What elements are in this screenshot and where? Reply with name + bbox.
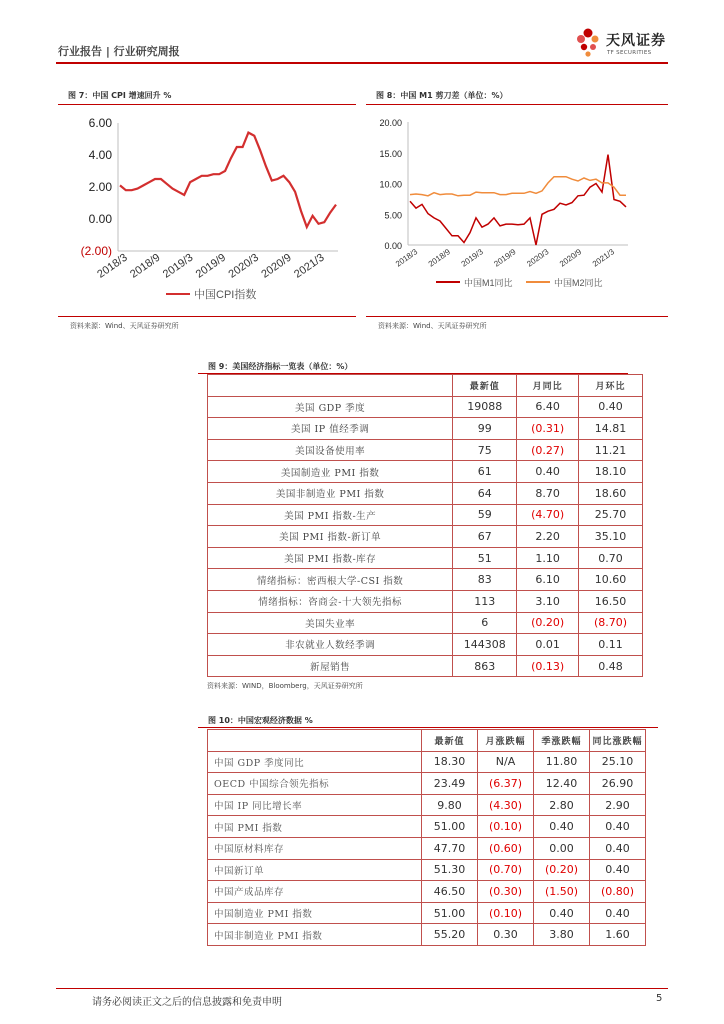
- flower-icon: [577, 29, 599, 57]
- value-cell: 83: [453, 569, 517, 591]
- column-header: 最新值: [422, 730, 478, 752]
- header-divider: [56, 62, 668, 64]
- table-row: [208, 837, 646, 859]
- table-row: [208, 590, 643, 612]
- value-cell: 18.60: [579, 482, 643, 504]
- value-cell: (0.30): [478, 881, 534, 903]
- fig7-source: 资料来源：Wind、天风证券研究所: [70, 322, 179, 330]
- column-header: 月环比: [579, 375, 643, 397]
- value-cell: 144308: [453, 634, 517, 656]
- value-cell: 46.50: [422, 881, 478, 903]
- value-cell: 0.40: [517, 461, 579, 483]
- x-tick-label: 2019/3: [459, 247, 485, 269]
- row-label: 美国 PMI 指数-库存: [208, 547, 453, 569]
- x-tick-label: 2021/3: [590, 247, 617, 269]
- table9-title: 图 9：美国经济指标一览表（单位：%）: [208, 362, 353, 371]
- value-cell: 23.49: [422, 773, 478, 795]
- column-header: 季涨跌幅: [534, 730, 590, 752]
- table-row: [208, 504, 643, 526]
- table-row: [208, 569, 643, 591]
- value-cell: 3.10: [517, 590, 579, 612]
- row-label: 中国产成品库存: [208, 881, 422, 903]
- value-cell: (4.30): [478, 794, 534, 816]
- value-cell: 25.10: [590, 751, 646, 773]
- value-cell: 18.30: [422, 751, 478, 773]
- table10-title-rule: [198, 727, 658, 728]
- column-header: [208, 730, 422, 752]
- legend-label: 中国CPI指数: [194, 289, 257, 301]
- table-row: [208, 773, 646, 795]
- value-cell: 51.00: [422, 902, 478, 924]
- value-cell: 0.00: [534, 837, 590, 859]
- y-tick-label: 4.00: [88, 148, 112, 162]
- table-header-row: [208, 730, 646, 752]
- value-cell: (8.70): [579, 612, 643, 634]
- m1-scissors-chart: [366, 108, 668, 308]
- fig8-title-rule: [366, 104, 668, 105]
- value-cell: 0.40: [590, 859, 646, 881]
- x-tick-label: 2019/9: [492, 247, 518, 269]
- fig8-bottom-rule: [366, 316, 668, 317]
- x-tick-label: 2020/3: [525, 247, 551, 269]
- value-cell: 863: [453, 655, 517, 677]
- row-label: 美国 GDP 季度: [208, 396, 453, 418]
- value-cell: 51.00: [422, 816, 478, 838]
- row-label: 美国 PMI 指数-生产: [208, 504, 453, 526]
- value-cell: 0.11: [579, 634, 643, 656]
- series-line-0: [120, 133, 336, 227]
- table-row: [208, 924, 646, 946]
- row-label: 美国 PMI 指数-新订单: [208, 526, 453, 548]
- legend-label: 中国M2同比: [554, 278, 603, 288]
- value-cell: (0.10): [478, 816, 534, 838]
- x-tick-label: 2018/3: [393, 247, 420, 269]
- value-cell: 3.80: [534, 924, 590, 946]
- y-tick-label: 10.00: [379, 179, 402, 190]
- table-row: [208, 526, 643, 548]
- value-cell: 8.70: [517, 482, 579, 504]
- value-cell: 25.70: [579, 504, 643, 526]
- value-cell: 2.20: [517, 526, 579, 548]
- table-row: [208, 396, 643, 418]
- row-label: 新屋销售: [208, 655, 453, 677]
- value-cell: 51: [453, 547, 517, 569]
- x-tick-label: 2018/9: [128, 251, 163, 281]
- row-label: 非农就业人数经季调: [208, 634, 453, 656]
- report-category: 行业报告 | 行业研究周报: [58, 45, 180, 58]
- value-cell: 1.60: [590, 924, 646, 946]
- row-label: 美国失业率: [208, 612, 453, 634]
- table-row: [208, 547, 643, 569]
- value-cell: 18.10: [579, 461, 643, 483]
- value-cell: 2.90: [590, 794, 646, 816]
- value-cell: 0.40: [590, 837, 646, 859]
- brand-name-en: TF SECURITIES: [607, 50, 652, 56]
- table-row: [208, 859, 646, 881]
- footer-divider: [56, 988, 668, 989]
- value-cell: 1.10: [517, 547, 579, 569]
- column-header: 月同比: [517, 375, 579, 397]
- value-cell: 10.60: [579, 569, 643, 591]
- value-cell: 47.70: [422, 837, 478, 859]
- value-cell: 2.80: [534, 794, 590, 816]
- y-tick-label: 20.00: [379, 118, 402, 128]
- value-cell: 11.21: [579, 439, 643, 461]
- legend-label: 中国M1同比: [464, 278, 513, 288]
- value-cell: 12.40: [534, 773, 590, 795]
- value-cell: (0.80): [590, 881, 646, 903]
- table-header-row: [208, 375, 643, 397]
- x-tick-label: 2019/3: [160, 251, 196, 281]
- row-label: 中国制造业 PMI 指数: [208, 902, 422, 924]
- fig7-bottom-rule: [58, 316, 356, 317]
- table-row: [208, 461, 643, 483]
- value-cell: 6.40: [517, 396, 579, 418]
- column-header: 月涨跌幅: [478, 730, 534, 752]
- value-cell: 51.30: [422, 859, 478, 881]
- table9-source: 资料来源：WIND，Bloomberg，天风证券研究所: [207, 682, 363, 690]
- fig8-title: 图 8：中国 M1 剪刀差（单位：%）: [376, 91, 508, 100]
- value-cell: 0.70: [579, 547, 643, 569]
- table-row: [208, 612, 643, 634]
- value-cell: 14.81: [579, 418, 643, 440]
- value-cell: 0.30: [478, 924, 534, 946]
- table-row: [208, 418, 643, 440]
- column-header: 最新值: [453, 375, 517, 397]
- value-cell: 0.01: [517, 634, 579, 656]
- table-row: [208, 655, 643, 677]
- series-line-0: [410, 155, 626, 245]
- y-tick-label: 15.00: [379, 148, 402, 159]
- value-cell: (0.20): [517, 612, 579, 634]
- value-cell: N/A: [478, 751, 534, 773]
- row-label: 美国 IP 值经季调: [208, 418, 453, 440]
- page-number: 5: [656, 993, 663, 1004]
- x-tick-label: 2020/9: [558, 247, 584, 269]
- value-cell: 113: [453, 590, 517, 612]
- row-label: OECD 中国综合领先指标: [208, 773, 422, 795]
- x-tick-label: 2020/9: [259, 251, 294, 281]
- value-cell: 9.80: [422, 794, 478, 816]
- table-row: [208, 794, 646, 816]
- row-label: 中国非制造业 PMI 指数: [208, 924, 422, 946]
- brand-name: 天风证券: [606, 33, 666, 49]
- cpi-line-chart: [58, 108, 356, 308]
- value-cell: (0.31): [517, 418, 579, 440]
- row-label: 情绪指标：密西根大学-CSI 指数: [208, 569, 453, 591]
- value-cell: 75: [453, 439, 517, 461]
- us-economy-table: [207, 374, 643, 677]
- table-row: [208, 482, 643, 504]
- y-tick-label: 6.00: [88, 116, 112, 130]
- x-tick-label: 2020/3: [226, 251, 261, 281]
- value-cell: (1.50): [534, 881, 590, 903]
- value-cell: 55.20: [422, 924, 478, 946]
- table-row: [208, 751, 646, 773]
- x-tick-label: 2019/9: [193, 251, 229, 281]
- value-cell: (0.10): [478, 902, 534, 924]
- china-macro-table: [207, 729, 646, 946]
- fig8-source: 资料来源：Wind、天风证券研究所: [378, 322, 487, 330]
- value-cell: (0.60): [478, 837, 534, 859]
- value-cell: 26.90: [590, 773, 646, 795]
- y-tick-label: 5.00: [384, 210, 402, 221]
- row-label: 中国新订单: [208, 859, 422, 881]
- y-tick-label: 2.00: [88, 180, 112, 194]
- value-cell: 99: [453, 418, 517, 440]
- row-label: 美国设备使用率: [208, 439, 453, 461]
- table-row: [208, 816, 646, 838]
- value-cell: 61: [453, 461, 517, 483]
- value-cell: 67: [453, 526, 517, 548]
- row-label: 中国 IP 同比增长率: [208, 794, 422, 816]
- table-row: [208, 902, 646, 924]
- column-header: [208, 375, 453, 397]
- value-cell: 19088: [453, 396, 517, 418]
- value-cell: (0.27): [517, 439, 579, 461]
- row-label: 美国非制造业 PMI 指数: [208, 482, 453, 504]
- y-tick-label: 0.00: [384, 241, 402, 251]
- value-cell: (4.70): [517, 504, 579, 526]
- value-cell: 0.48: [579, 655, 643, 677]
- x-tick-label: 2018/3: [95, 251, 130, 281]
- disclaimer: 请务必阅读正文之后的信息披露和免责申明: [92, 997, 282, 1008]
- fig7-title-rule: [58, 104, 356, 105]
- value-cell: 16.50: [579, 590, 643, 612]
- row-label: 中国 PMI 指数: [208, 816, 422, 838]
- column-header: 同比涨跌幅: [590, 730, 646, 752]
- table10-title: 图 10：中国宏观经济数据 %: [208, 716, 313, 725]
- value-cell: (0.13): [517, 655, 579, 677]
- value-cell: 0.40: [590, 902, 646, 924]
- row-label: 中国 GDP 季度同比: [208, 751, 422, 773]
- table-row: [208, 881, 646, 903]
- value-cell: 59: [453, 504, 517, 526]
- fig7-title: 图 7：中国 CPI 增速回升 %: [68, 91, 172, 100]
- x-tick-label: 2018/9: [426, 247, 452, 269]
- value-cell: (6.37): [478, 773, 534, 795]
- value-cell: 0.40: [534, 902, 590, 924]
- value-cell: 64: [453, 482, 517, 504]
- row-label: 美国制造业 PMI 指数: [208, 461, 453, 483]
- value-cell: 35.10: [579, 526, 643, 548]
- series-line-1: [410, 177, 626, 196]
- row-label: 情绪指标：咨商会-十大领先指标: [208, 590, 453, 612]
- value-cell: 6: [453, 612, 517, 634]
- value-cell: 0.40: [579, 396, 643, 418]
- table-row: [208, 439, 643, 461]
- y-tick-label: 0.00: [88, 212, 112, 226]
- table-row: [208, 634, 643, 656]
- value-cell: 0.40: [590, 816, 646, 838]
- y-tick-label: (2.00): [80, 244, 112, 258]
- value-cell: 0.40: [534, 816, 590, 838]
- value-cell: 6.10: [517, 569, 579, 591]
- row-label: 中国原材料库存: [208, 837, 422, 859]
- value-cell: (0.70): [478, 859, 534, 881]
- value-cell: 11.80: [534, 751, 590, 773]
- x-tick-label: 2021/3: [292, 251, 327, 281]
- value-cell: (0.20): [534, 859, 590, 881]
